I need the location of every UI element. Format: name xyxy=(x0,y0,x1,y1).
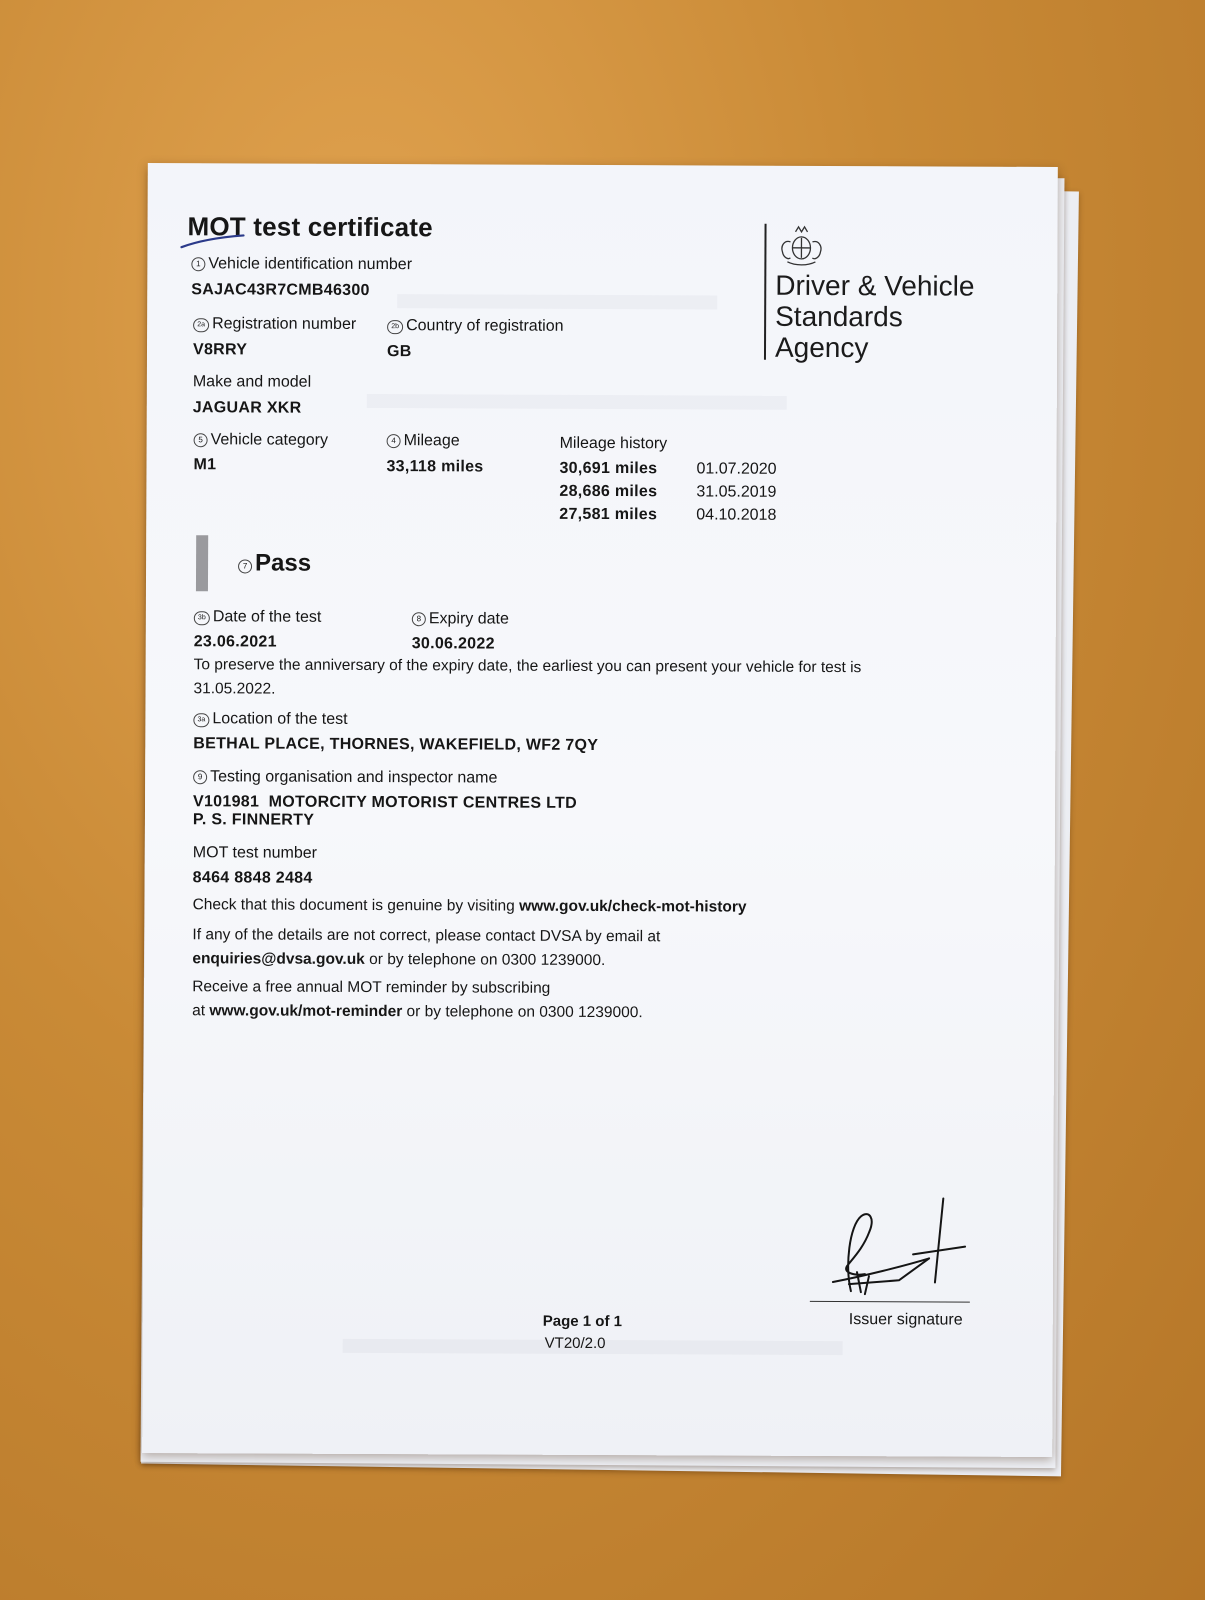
issuer-signature-label: Issuer signature xyxy=(848,1311,963,1329)
inspector-name: P. S. FINNERTY xyxy=(192,811,315,829)
show-through-mark xyxy=(367,394,787,410)
mileage-history-miles: 30,691 miles xyxy=(559,459,658,478)
vin-value: SAJAC43R7CMB46300 xyxy=(191,281,370,299)
check-mot-history-link: www.gov.uk/check-mot-history xyxy=(519,897,747,916)
test-number-value: 8464 8848 2484 xyxy=(192,869,313,887)
registration-label: 2a Registration number xyxy=(193,315,356,334)
country-label: 2b Country of registration xyxy=(387,317,563,336)
test-date-value: 23.06.2021 xyxy=(193,633,277,651)
mileage-label: 4 Mileage xyxy=(387,432,460,450)
test-number-label: MOT test number xyxy=(192,844,318,862)
category-label: 5 Vehicle category xyxy=(194,431,328,450)
location-value: BETHAL PLACE, THORNES, WAKEFIELD, WF2 7QY xyxy=(193,735,599,754)
pen-tick-mark xyxy=(177,229,247,251)
make-model-value: JAGUAR XKR xyxy=(192,399,302,417)
registration-value: V8RRY xyxy=(192,341,248,359)
pass-status-bar xyxy=(196,535,208,591)
issuer-signature-icon xyxy=(813,1196,973,1307)
vin-label: 1 Vehicle identification number xyxy=(191,255,412,274)
test-date-label: 3b Date of the test xyxy=(194,608,322,627)
mileage-history-miles: 28,686 miles xyxy=(559,482,658,501)
field-number-badge: 1 xyxy=(191,257,205,271)
show-through-mark xyxy=(397,294,717,309)
contact-email: enquiries@dvsa.gov.uk xyxy=(192,950,365,968)
country-value: GB xyxy=(386,343,412,361)
certificate-sheet xyxy=(142,163,1058,1457)
mileage-history-date: 04.10.2018 xyxy=(696,506,777,524)
mileage-history-date: 01.07.2020 xyxy=(696,460,777,478)
expiry-date-label: 8 Expiry date xyxy=(412,610,509,628)
genuine-check-text: Check that this document is genuine by visiting www.gov.uk/check-mot-history xyxy=(192,896,747,916)
contact-text: If any of the details are not correct, please contact DVSA by email at enquiries@dvsa.gov.uk or by telephone on 0300 1239000. xyxy=(192,926,661,970)
logo-divider xyxy=(764,224,767,360)
mileage-history-miles: 27,581 miles xyxy=(559,505,658,524)
organisation-label: 9 Testing organisation and inspector name xyxy=(193,768,497,787)
mileage-history-date: 31.05.2019 xyxy=(696,483,777,501)
page-number: Page 1 of 1 xyxy=(542,1312,623,1331)
expiry-date-value: 30.06.2022 xyxy=(411,635,495,653)
location-label: 3a Location of the test xyxy=(193,710,347,729)
form-code: VT20/2.0 xyxy=(544,1334,606,1353)
mot-reminder-link: www.gov.uk/mot-reminder xyxy=(209,1002,403,1021)
reminder-text: Receive a free annual MOT reminder by subscribing at www.gov.uk/mot-reminder or by telephone on 0300 1239000. xyxy=(192,978,643,1022)
category-value: M1 xyxy=(193,456,217,474)
make-model-label: Make and model xyxy=(192,373,312,391)
royal-crest-icon xyxy=(775,224,827,268)
organisation-value: V101981 MOTORCITY MOTORIST CENTRES LTD xyxy=(192,793,577,812)
page-title: MOT test certificate xyxy=(187,211,433,243)
mileage-value: 33,118 miles xyxy=(386,458,484,476)
mileage-history-label: Mileage history xyxy=(559,434,668,453)
earliest-test-note: To preserve the anniversary of the expiry date, the earliest you can present your vehicle for test is 31.05.2022. xyxy=(193,656,862,698)
dvsa-logo-text: Driver & Vehicle Standards Agency xyxy=(774,269,975,364)
result-pass: 7 Pass xyxy=(238,549,311,577)
